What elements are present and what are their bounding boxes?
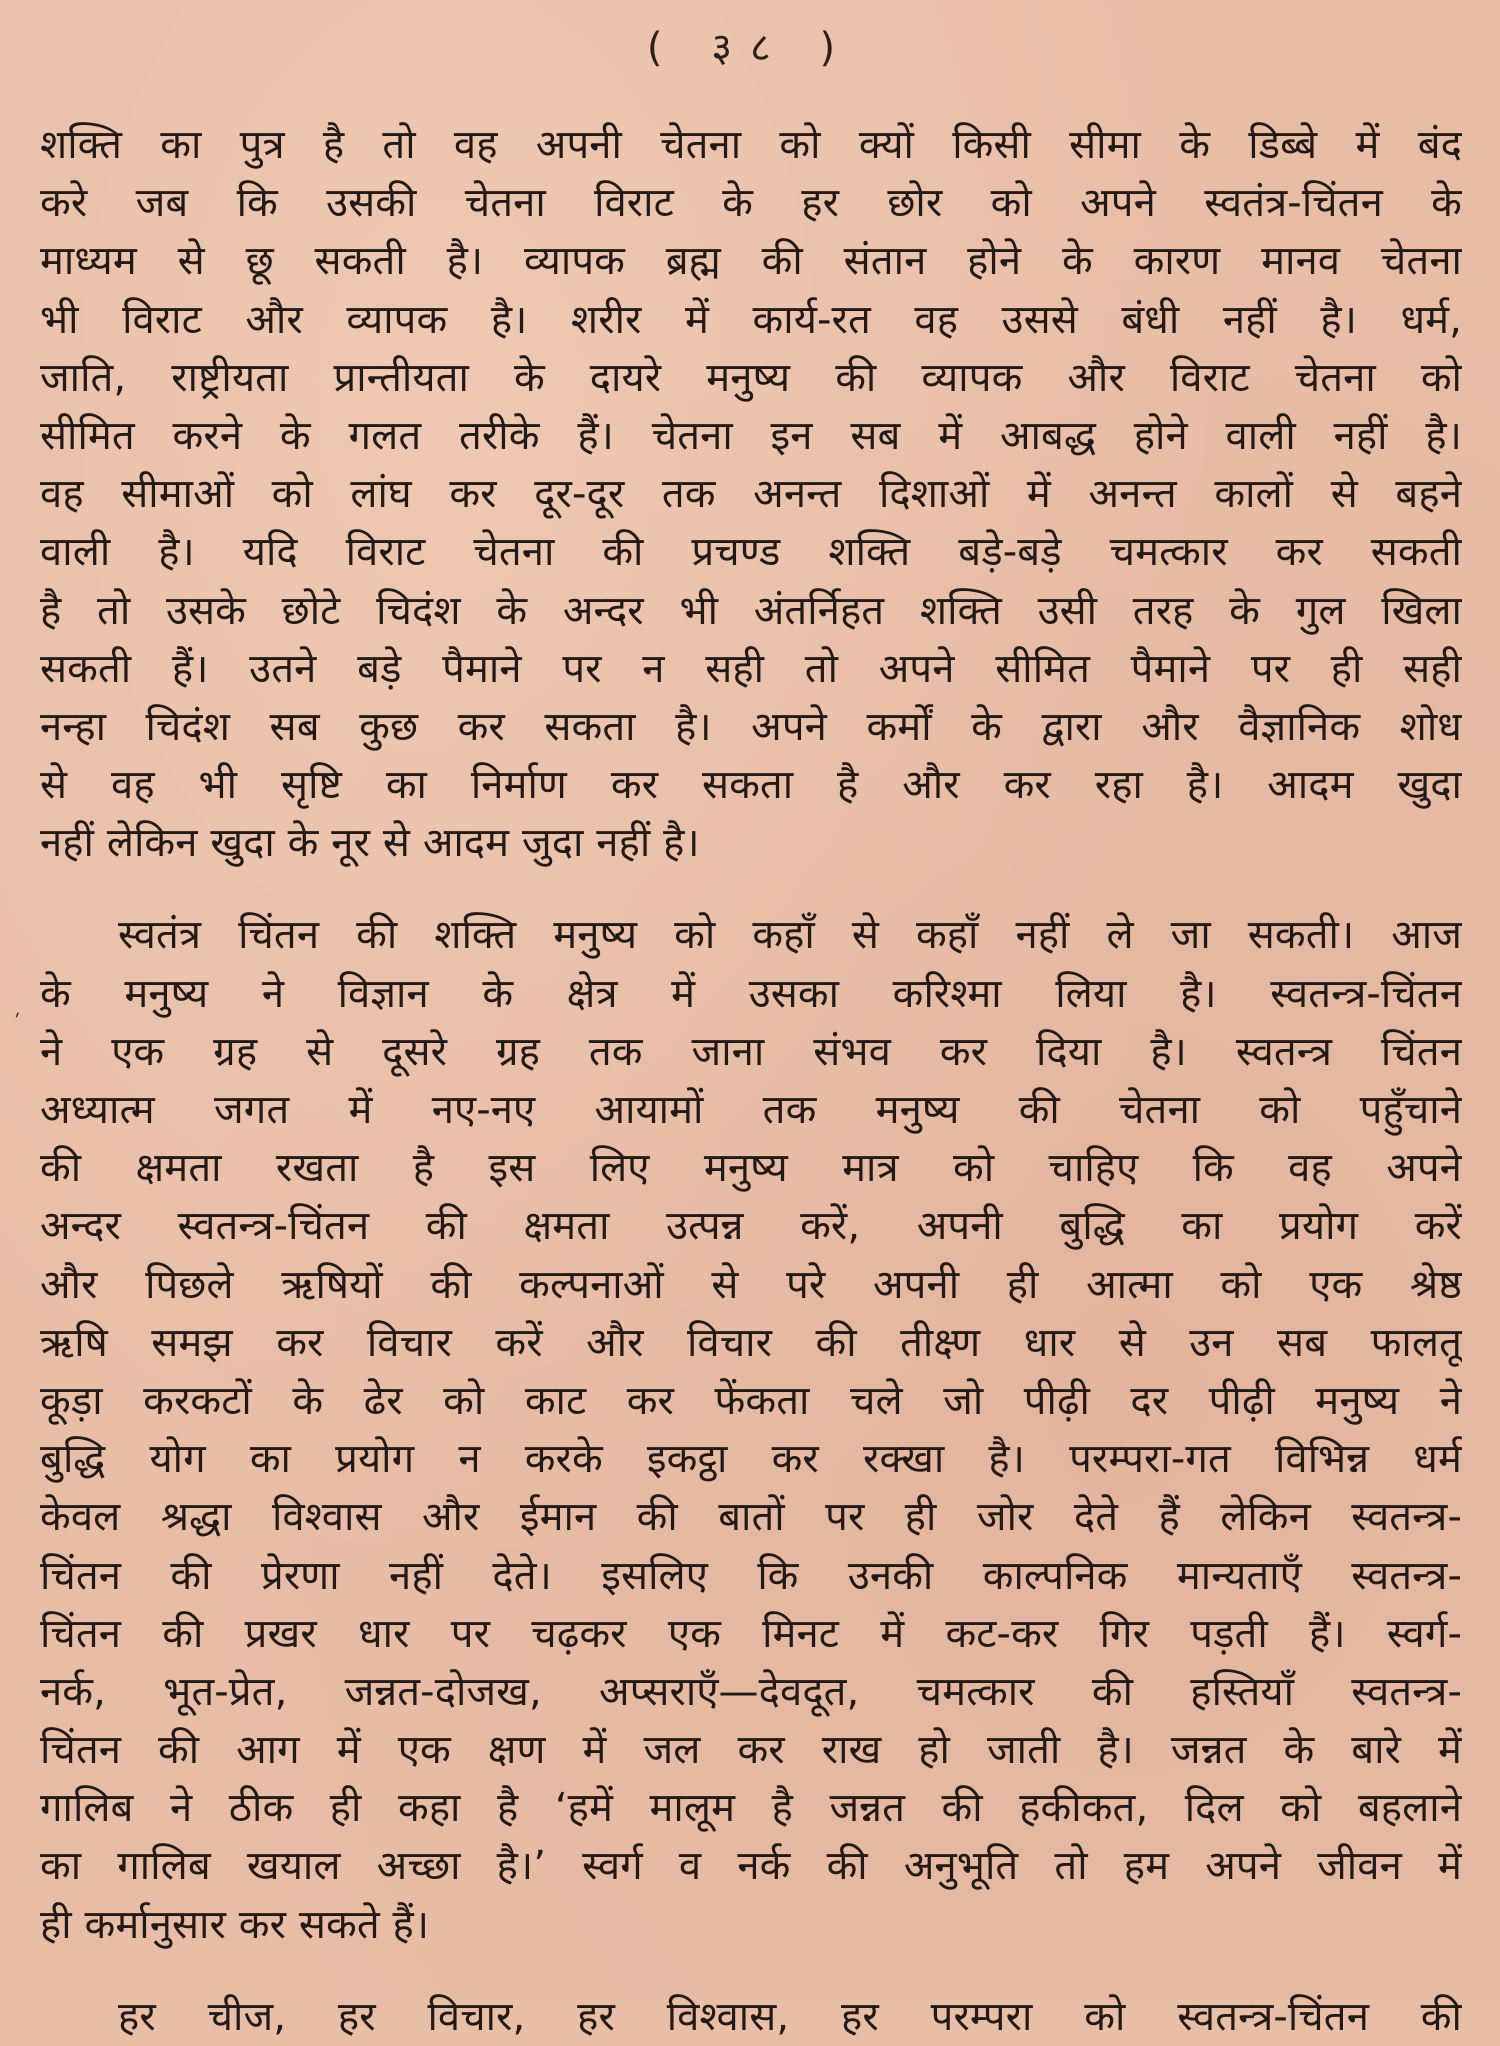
text-line: अध्यात्म जगत में नए-नए आयामों तक मनुष्य की चेतना को पहुँचाने: [40, 1087, 1462, 1133]
paragraph-spacer: [40, 1954, 1462, 1988]
page-number: ( ३८ ): [646, 25, 854, 71]
page-text: [40, 116, 1462, 2046]
text-line: ऋषि समझ कर विचार करें और विचार की तीक्ष्ण धार से उन सब फालतू: [40, 1319, 1462, 1366]
text-line: अन्दर स्वतन्त्र-चिंतन की क्षमता उत्पन्न करें, अपनी बुद्धि का प्रयोग करें: [40, 1203, 1462, 1250]
margin-tick-mark: ˏ: [4, 993, 22, 1019]
text-line: सकती हैं। उतने बड़े पैमाने पर न सही तो अपने सीमित पैमाने पर ही सही: [40, 645, 1462, 692]
text-line: भी विराट और व्यापक है। शरीर में कार्य-रत वह उससे बंधी नहीं है। धर्म,: [40, 296, 1462, 343]
text-line: वाली है। यदि विराट चेतना की प्रचण्ड शक्ति बड़े-बड़े चमत्कार कर सकती: [40, 529, 1462, 576]
text-line: कूड़ा करकटों के ढेर को काट कर फेंकता चले जो पीढ़ी दर पीढ़ी मनुष्य ने: [40, 1377, 1462, 1424]
text-line: चिंतन की प्रेरणा नहीं देते। इसलिए कि उनकी काल्पनिक मान्यताएँ स्वतन्त्र-: [40, 1552, 1462, 1599]
text-line: चिंतन की प्रखर धार पर चढ़कर एक मिनट में कट-कर गिर पड़ती हैं। स्वर्ग-: [40, 1610, 1462, 1657]
text-line: शक्ति का पुत्र है तो वह अपनी चेतना को क्यों किसी सीमा के डिब्बे में बंद: [40, 122, 1462, 168]
text-line: बुद्धि योग का प्रयोग न करके इकट्ठा कर रक्खा है। परम्परा-गत विभिन्न धर्म: [40, 1436, 1462, 1483]
text-line: जाति, राष्ट्रीयता प्रान्तीयता के दायरे मनुष्य की व्यापक और विराट चेतना को: [40, 354, 1462, 401]
text-line: हर चीज, हर विचार, हर विश्वास, हर परम्परा को स्वतन्त्र-चिंतन की: [118, 1993, 1462, 2040]
text-line: नन्हा चिदंश सब कुछ कर सकता है। अपने कर्मों के द्वारा और वैज्ञानिक शोध: [40, 703, 1462, 750]
text-line: नहीं लेकिन खुदा के नूर से आदम जुदा नहीं है।: [40, 820, 700, 867]
paragraph-3: [40, 1988, 1462, 2046]
text-line: माध्यम से छू सकती है। व्यापक ब्रह्म की संतान होने के कारण मानव चेतना: [40, 238, 1462, 285]
text-line: चिंतन की आग में एक क्षण में जल कर राख हो जाती है। जन्नत के बारे में: [40, 1727, 1462, 1774]
text-line: से वह भी सृष्टि का निर्माण कर सकता है और कर रहा है। आदम खुदा: [40, 762, 1462, 809]
text-line: के मनुष्य ने विज्ञान के क्षेत्र में उसका करिश्मा लिया है। स्वतन्त्र-चिंतन: [40, 970, 1462, 1017]
text-line: सीमित करने के गलत तरीके हैं। चेतना इन सब में आबद्ध होने वाली नहीं है।: [40, 412, 1462, 459]
text-line: का गालिब खयाल अच्छा है।’ स्वर्ग व नर्क की अनुभूति तो हम अपने जीवन में: [40, 1843, 1462, 1890]
text-line: नर्क, भूत-प्रेत, जन्नत-दोजख, अप्सराएँ—देवदूत, चमत्कार की हस्तियाँ स्वतन्त्र-: [40, 1668, 1462, 1715]
paragraph-spacer: [40, 872, 1462, 906]
text-line: वह सीमाओं को लांघ कर दूर-दूर तक अनन्त दिशाओं में अनन्त कालों से बहने: [40, 471, 1462, 518]
text-line: करे जब कि उसकी चेतना विराट के हर छोर को अपने स्वतंत्र-चिंतन के: [40, 180, 1462, 227]
text-line: गालिब ने ठीक ही कहा है ‘हमें मालूम है जन्नत की हकीकत, दिल को बहलाने: [40, 1785, 1462, 1832]
paragraph-1: [40, 116, 1462, 872]
text-line: ही कर्मानुसार कर सकते हैं।: [40, 1901, 430, 1948]
text-line: है तो उसके छोटे चिदंश के अन्दर भी अंतर्निहत शक्ति उसी तरह के गुल खिला: [40, 587, 1462, 634]
text-line: ने एक ग्रह से दूसरे ग्रह तक जाना संभव कर दिया है। स्वतन्त्र चिंतन: [40, 1028, 1462, 1075]
paragraph-2: [40, 906, 1462, 1953]
text-line: स्वतंत्र चिंतन की शक्ति मनुष्य को कहाँ से कहाँ नहीं ले जा सकती। आज: [118, 912, 1462, 959]
text-line: और पिछले ऋषियों की कल्पनाओं से परे अपनी ही आत्मा को एक श्रेष्ठ: [40, 1261, 1462, 1308]
text-line: केवल श्रद्धा विश्वास और ईमान की बातों पर ही जोर देते हैं लेकिन स्वतन्त्र-: [40, 1494, 1462, 1541]
text-line: की क्षमता रखता है इस लिए मनुष्य मात्र को चाहिए कि वह अपने: [40, 1145, 1462, 1192]
